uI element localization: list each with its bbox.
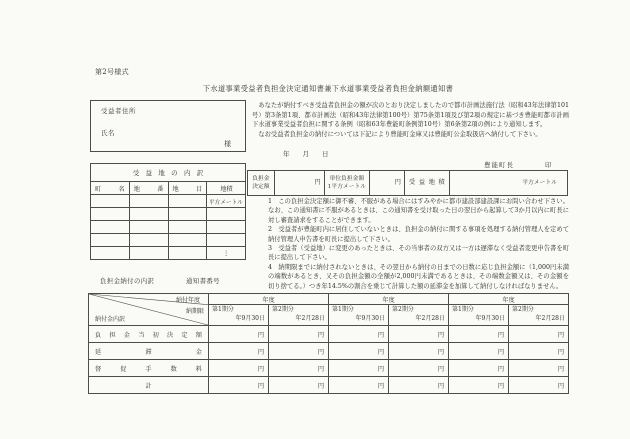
period-date: 年2月28日 — [535, 315, 565, 322]
land-col-class: 地目 — [168, 182, 207, 195]
fiscal-year-header: 年度 — [449, 294, 569, 305]
notes-list — [268, 197, 569, 291]
row-label-demand-fee: 督促手数料 — [89, 360, 209, 377]
amount-cell: 円 — [389, 343, 449, 360]
seal-mark: 印 — [545, 161, 552, 169]
amount-cell: 円 — [209, 343, 269, 360]
period-label: 第1期分 — [452, 306, 474, 313]
land-table-row — [91, 221, 246, 234]
decision-label-line2: 決定額 — [252, 184, 270, 190]
amount-cell: 円 — [269, 326, 329, 343]
notice-number-label: 通知書番号 — [186, 277, 220, 285]
note-item-2: 2 受益者が豊能町内に居住していないときは、負担金の納付に関する事項を処理する納付管理人を定めて納付管理人申告書を町長に提出して下さい。 — [268, 226, 569, 243]
amount-cell: 円 — [269, 377, 329, 394]
notice-paragraph-1: あなたが納付すべき受益者負担金の額が次のとおり決定しましたので都市計画法施行法（昭和43年法律第101号）第3条第1項、都市計画法（昭和43年法律第100号）第75条第1項及び第2項の規定に基づき豊能町都市計画下水道事業受益者負担に関する条例（昭和63年豊能町条例第10号）第6条第2項の例により通知します。 — [252, 102, 569, 129]
period-header — [389, 305, 449, 326]
land-table-row — [91, 247, 246, 260]
amount-cell: 円 — [329, 377, 389, 394]
amount-cell: 円 — [449, 377, 509, 394]
fiscal-year-header: 年度 — [209, 294, 329, 305]
amount-cell: 円 — [389, 377, 449, 394]
period-label: 第2期分 — [392, 306, 414, 313]
amount-cell: 円 — [509, 343, 569, 360]
form-number: 第2号様式 — [95, 68, 129, 76]
table-row — [89, 377, 569, 394]
amount-cell: 円 — [509, 377, 569, 394]
amount-cell: 円 — [209, 326, 269, 343]
recipient-name-label: 氏名 — [101, 129, 115, 137]
land-area-unit: 平方メートル — [207, 195, 246, 208]
amount-cell: 円 — [509, 326, 569, 343]
note-item-4: 4 納期限までに納付されないときは、その翌日から納付の日までの日数に応じ負担金額に（1,000円未満の端数があるとき、又その負担金額の全額が2,000円未満であるときは、その端数金額又は、その金額を切り捨てる。）つき年14.5%の割合を乗じて計算した額の延滞金を加算して納付しなければなりません。 — [268, 263, 569, 290]
row-label-late-charge: 延滞金 — [89, 343, 209, 360]
benefit-area-value-cell: 平方メートル — [522, 180, 557, 186]
land-col-area: 地積 — [207, 182, 246, 195]
recipient-honorific: 様 — [224, 140, 231, 148]
period-date: 年2月28日 — [415, 315, 445, 322]
benefit-land-table — [90, 163, 246, 260]
period-label: 第2期分 — [272, 306, 294, 313]
table-row — [89, 343, 569, 360]
diag-breakdown-label: 納付金内訳 — [95, 316, 126, 323]
period-date: 年9月30日 — [235, 315, 265, 322]
period-header — [269, 305, 329, 326]
recipient-box — [90, 100, 246, 152]
unit-charge-value-cell: 円 — [370, 171, 405, 195]
table-row — [89, 360, 569, 377]
amount-cell: 円 — [329, 326, 389, 343]
amount-cell: 円 — [329, 360, 389, 377]
land-col-lot: 地番 — [129, 182, 168, 195]
land-table-row — [91, 234, 246, 247]
notice-body — [252, 101, 569, 139]
amount-cell: 円 — [269, 360, 329, 377]
land-table-row — [91, 208, 246, 221]
period-label: 第1期分 — [212, 306, 234, 313]
benefit-area-label: 受益地積 — [405, 171, 450, 195]
recipient-address-label: 受益者住所 — [101, 107, 136, 115]
amount-cell: 円 — [269, 343, 329, 360]
table-continuation-mark: ⋮ — [207, 247, 246, 260]
diag-fiscal-year-label: 納付年度 — [175, 297, 200, 304]
amount-cell: 円 — [209, 360, 269, 377]
decision-amount-label — [248, 171, 275, 195]
amount-cell: 円 — [209, 377, 269, 394]
unit-charge-label — [325, 171, 371, 195]
amount-cell: 円 — [329, 343, 389, 360]
period-date: 年9月30日 — [355, 315, 385, 322]
amount-cell: 円 — [389, 326, 449, 343]
amount-cell: 円 — [389, 360, 449, 377]
issue-date-line: 年 月 日 — [283, 150, 329, 158]
note-item-3: 3 受益者（受益地）に変更のあったときは、その当事者の双方又は一方は遅滞なく受益者変更申告書を町長に提出して下さい。 — [268, 245, 569, 262]
land-col-town: 町名 — [91, 182, 130, 195]
notice-paragraph-2: なお受益者負担金の納付については下記により豊能町金庫又は豊能町公金取扱店へ納付して下さい。 — [252, 130, 542, 138]
row-label-initial-decision: 負担金当初決定額 — [89, 326, 209, 343]
fiscal-year-header: 年度 — [329, 294, 449, 305]
period-date: 年2月28日 — [295, 315, 325, 322]
amount-cell: 円 — [449, 343, 509, 360]
document-title: 下水道事業受益者負担金決定通知書兼下水道事業受益者負担金納額通知書 — [202, 84, 454, 93]
row-label-total: 計 — [89, 377, 209, 394]
period-date: 年9月30日 — [475, 315, 505, 322]
payment-detail-label: 負担金納付の内訳 — [100, 277, 155, 285]
land-table-row — [91, 195, 246, 208]
unit-charge-line2: 1平方メートル — [327, 184, 367, 190]
decision-amount-bar — [247, 170, 568, 196]
mayor-title: 豊能町長 — [484, 161, 514, 169]
note-item-1: 1 この負担金決定額に御不審、不服がある場合にはすみやかに都市建設部建設課にお問い合わせ下さい。なお、この通知書に不服があるときは、この通知書を受け取った日の翌日から起算して3か月以内に町長に対し審査請求をすることができます。 — [268, 198, 569, 224]
unit-charge-line1: 単位負担金額 — [329, 176, 365, 182]
diag-deadline-label: 納期限 — [185, 308, 204, 315]
period-header — [449, 305, 509, 326]
amount-cell: 円 — [449, 326, 509, 343]
amount-cell: 円 — [449, 360, 509, 377]
decision-amount-value-cell: 円 — [275, 171, 325, 195]
period-label: 第1期分 — [332, 306, 354, 313]
period-label: 第2期分 — [512, 306, 534, 313]
table-row — [89, 326, 569, 343]
period-header — [509, 305, 569, 326]
amount-cell: 円 — [509, 360, 569, 377]
period-header — [329, 305, 389, 326]
decision-label-line1: 負担金 — [252, 176, 270, 182]
payment-schedule-table — [88, 293, 569, 394]
period-header — [209, 305, 269, 326]
diagonal-header-cell — [89, 294, 209, 326]
land-table-title: 受 益 地 の 内 訳 — [91, 164, 246, 182]
